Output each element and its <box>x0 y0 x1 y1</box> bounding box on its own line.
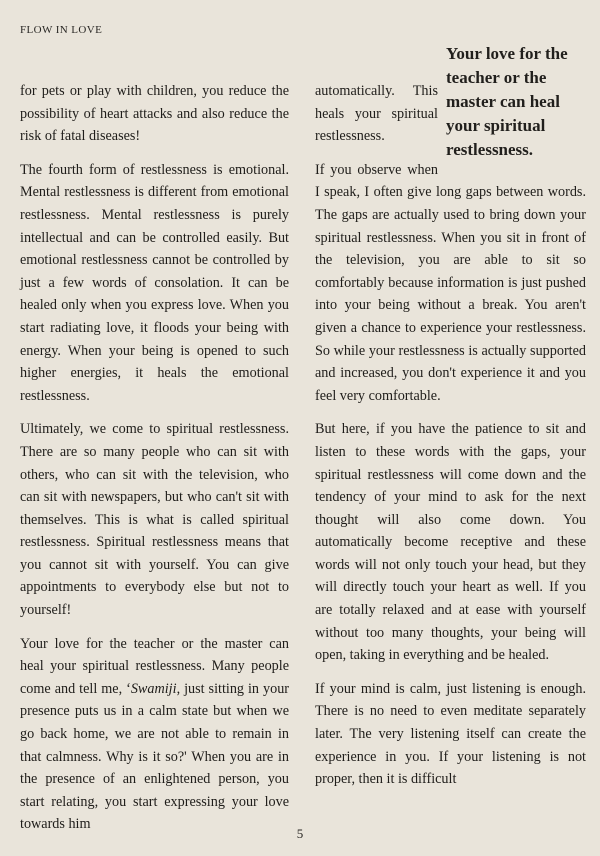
left-paragraph-3: Ultimately, we come to spiritual restlessness. There are so many people who can sit with others, who can sit with the television, who can sit with newspapers, but who can't sit with themselves. This is what is called spiritual restlessness. Spiritual restlessness means that you cannot sit with yourself. You can give appointments to everybody else but not to yourself! <box>20 421 289 619</box>
left-paragraph-1: for pets or play with children, you reduce the possibility of heart attacks and also reduce the risk of fatal diseases! <box>20 83 289 145</box>
right-paragraph-4: If your mind is calm, just listening is enough. There is no need to even meditate separately later. The very listening itself can create the experience in you. If your listening is not proper, then it is difficult <box>315 680 586 788</box>
left-paragraph-2: The fourth form of restlessness is emotional. Mental restlessness is different from emotional restlessness. Mental restlessness is purely intellectual and can be controlled easily. But emotional restlessness cannot be controlled by just a few words of consolation. It can be healed only when you express love. When you start radiating love, it floods your being with energy. When your being is opened to such higher energies, it heals the emotional restlessness. <box>20 161 289 404</box>
left-paragraph-4-end: , just sitting in your presence puts us in a calm state but when we go back home, we are not able to remain in that calmness. Why is it so?' When you are in the presence of an enlightened person, you start relating, you start expressing your love towards him <box>20 680 290 833</box>
right-column <box>315 44 586 802</box>
right-paragraph-3: But here, if you have the patience to sit and listen to these words with the gaps, your spiritual restlessness will come down and the tendency of your mind to ask for the next thought will also come down. You automatically become receptive and these words will not only touch your head, but they will directly touch your heart as well. If you are totally relaxed and at ease with yourself without too many thoughts, your being will open, taking in everything and be healed. <box>315 421 586 664</box>
page-number: 5 <box>296 826 304 841</box>
right-paragraph-1: automatically. This heals your spiritual restlessness. <box>315 83 438 145</box>
left-column <box>20 80 289 847</box>
pull-quote: Your love for the teacher or the master can heal your spiritual restlessness. <box>446 44 568 159</box>
left-paragraph-4 <box>20 633 289 836</box>
left-paragraph-4-start: Your love for the teacher or the master can heal your spiritual restlessness. Many people come and tell me, ‘ <box>20 635 289 697</box>
swamiji-italic: Swamiji <box>130 680 177 697</box>
running-head: FLOW IN LOVE <box>20 24 103 36</box>
right-paragraph-2: If you observe when I speak, I often give long gaps between words. The gaps are actually used to bring down your spiritual restlessness. When you sit in front of the television, you are able to sit so comfortably because information is just pushed into your being without a break. You aren't given a chance to experience your restlessness. So while your restlessness is actually supported and increased, you don't experience it and you feel very comfortable. <box>315 161 586 404</box>
